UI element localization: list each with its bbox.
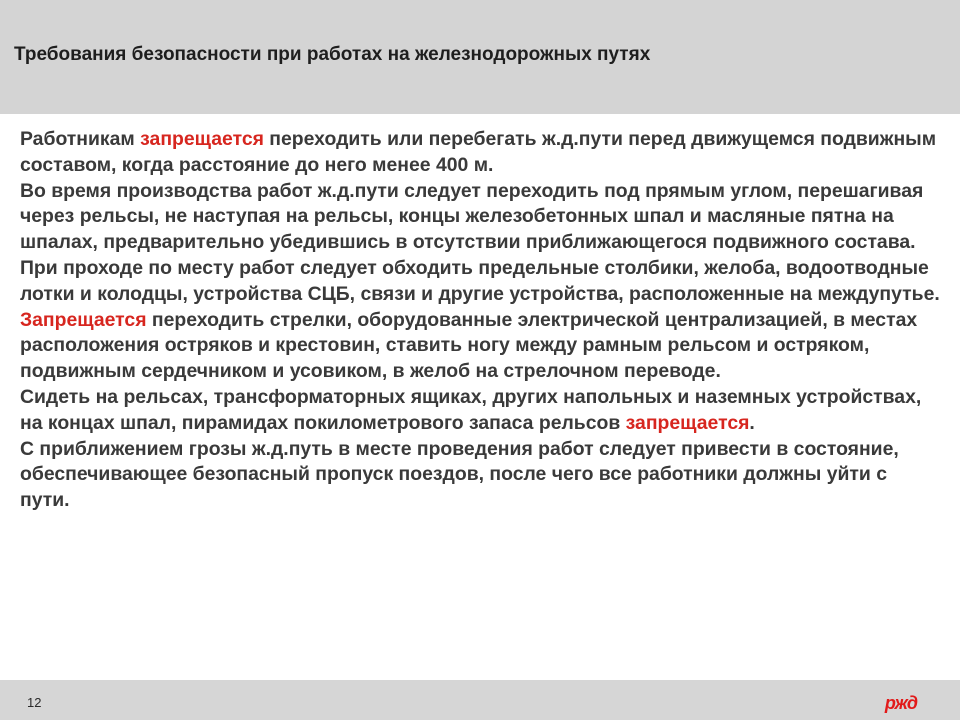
slide-header <box>0 0 960 114</box>
paragraph-3 <box>20 308 940 385</box>
paragraph-5: С приближением грозы ж.д.путь в месте проведения работ следует привести в состояние, обеспечивающее безопасный пропуск поездов, после чего все работники должны уйти с пути. <box>20 437 899 512</box>
paragraph-2: Во время производства работ ж.д.пути следует переходить под прямым углом, перешагивая через рельсы, не наступая на рельсы, концы железобетонных шпал и масляные пятна на шпалах, предварительно убедившись в отсутствии приближающегося подвижного состава. При проходе по месту работ следует обходить предельные столбики, желоба, водоотводные лотки и колодцы, устройства СЦБ, связи и другие устройства, расположенные на междупутье. <box>20 179 940 305</box>
prohibition-highlight: запрещается <box>625 411 750 434</box>
svg-text:ржд: ржд <box>884 693 918 713</box>
paragraph-4-end: . <box>749 411 755 434</box>
paragraph-1 <box>20 127 940 179</box>
body-text <box>20 127 940 514</box>
slide-title: Требования безопасности при работах на железнодорожных путях <box>14 44 651 65</box>
slide-footer <box>0 680 960 720</box>
rzd-logo-icon <box>876 690 926 714</box>
paragraph-3-end: переходить стрелки, оборудованные электрической централизацией, в местах расположения остряков и крестовин, ставить ногу между рамным рельсом и остряком, подвижным сердечником и усовиком, в желоб на стрелочном переводе. <box>20 308 918 383</box>
paragraph-1-start: Работникам <box>20 128 141 150</box>
slide-content <box>0 114 960 680</box>
paragraph-1-end: переходить или перебегать ж.д.пути перед движущемся подвижным составом, когда расстояние до него менее 400 м. <box>20 128 937 176</box>
page-number: 12 <box>27 695 42 710</box>
prohibition-highlight: запрещается <box>140 128 264 150</box>
prohibition-highlight: Запрещается <box>20 308 147 331</box>
paragraph-4-start: Сидеть на рельсах, трансформаторных ящиках, других напольных и наземных устройствах, на концах шпал, пирамидах покилометрового запаса рельсов <box>20 385 922 434</box>
paragraph-4 <box>20 385 940 437</box>
